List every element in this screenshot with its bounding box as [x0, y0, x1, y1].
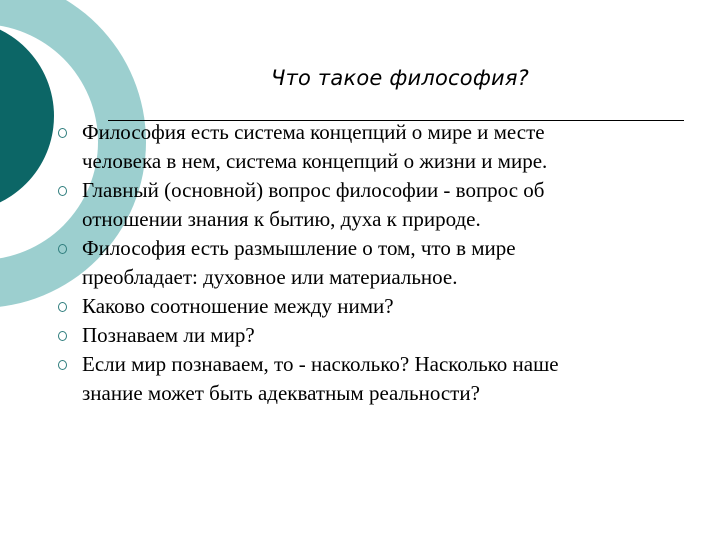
bullet-text-line: отношении знания к бытию, духа к природе.	[82, 207, 481, 231]
circle-bullet-icon	[58, 331, 67, 341]
bullet-text-line: Философия есть размышление о том, что в мире	[82, 236, 516, 260]
circle-bullet-icon	[58, 360, 67, 370]
bullet-list	[0, 118, 642, 408]
bullet-text-line: знание может быть адекватным реальности?	[82, 381, 480, 405]
bullet-text-line: Философия есть система концепций о мире и месте	[82, 120, 545, 144]
bullet-text-line: Познаваем ли мир?	[82, 323, 255, 347]
bullet-text-line: Каково соотношение между ними?	[82, 294, 394, 318]
slide-title: Что такое философия?	[270, 66, 530, 90]
bullet-text-line: Главный (основной) вопрос философии - вопрос об	[82, 178, 545, 202]
bullet-item-reflection	[0, 234, 642, 292]
bullet-text-line: преобладает: духовное или материальное.	[82, 265, 458, 289]
bullet-text-line: человека в нем, система концепций о жизни и мире.	[82, 149, 548, 173]
circle-bullet-icon	[58, 244, 67, 254]
bullet-item-main-question	[0, 176, 642, 234]
bullet-item-relation	[0, 292, 642, 321]
circle-bullet-icon	[58, 302, 67, 312]
bullet-item-system	[0, 118, 642, 176]
circle-bullet-icon	[58, 128, 67, 138]
bullet-text-line: Если мир познаваем, то - насколько? Насколько наше	[82, 352, 559, 376]
circle-bullet-icon	[58, 186, 67, 196]
bullet-item-adequacy	[0, 350, 642, 408]
bullet-item-knowable	[0, 321, 642, 350]
